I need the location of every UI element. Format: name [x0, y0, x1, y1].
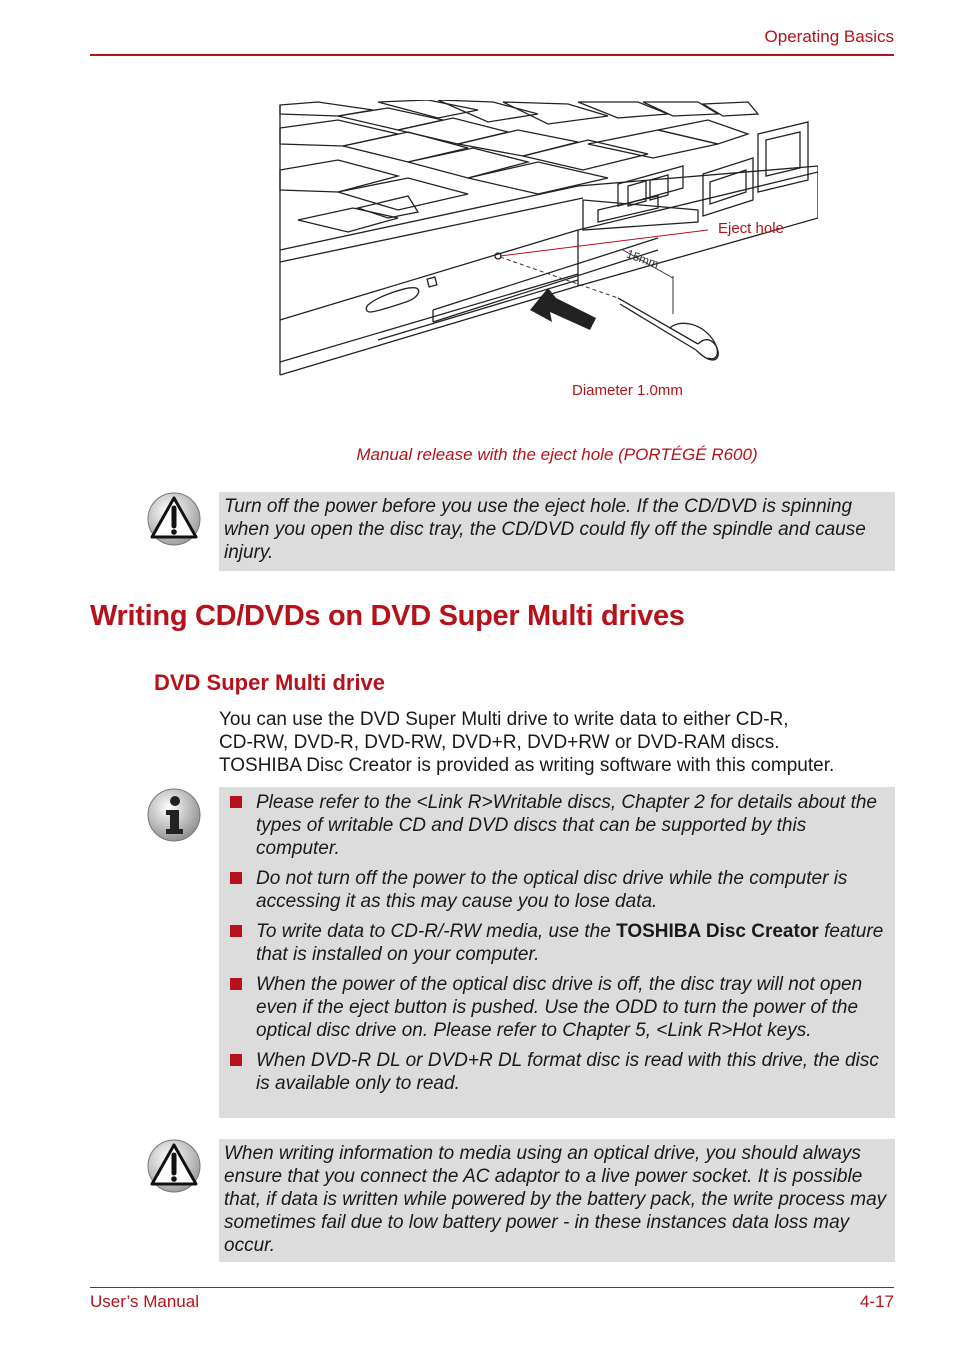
caution-text-1: Turn off the power before you use the eject hole. If the CD/DVD is spinning when you open the disc tray, the CD/DVD could fly off the spindle and cause injury.: [224, 496, 866, 563]
bullet-square: [230, 925, 242, 937]
caution-icon: [147, 1139, 201, 1193]
laptop-illustration: [278, 100, 818, 380]
info-bullet-5: When DVD-R DL or DVD+R DL format disc is read with this drive, the disc is available only to read.: [224, 1049, 887, 1095]
intro-line-3: TOSHIBA Disc Creator is provided as writing software with this computer.: [219, 755, 835, 776]
caution-note-2: [219, 1139, 895, 1262]
dimension-label: 15mm: [624, 246, 661, 272]
intro-line-1: You can use the DVD Super Multi drive to write data to either CD-R,: [219, 709, 789, 730]
info-bullet-2: Do not turn off the power to the optical disc drive while the computer is accessing it as this may cause you to lose data.: [224, 867, 887, 913]
header-rule: [90, 54, 894, 56]
intro-paragraph: [219, 708, 895, 777]
bullet-square: [230, 978, 242, 990]
caution-icon: [147, 492, 201, 546]
running-header: Operating Basics: [764, 27, 894, 46]
info-icon: [147, 788, 201, 842]
intro-line-2: CD-RW, DVD-R, DVD-RW, DVD+R, DVD+RW or DVD-RAM discs.: [219, 732, 780, 753]
footer-manual-title: User’s Manual: [90, 1292, 199, 1311]
info-bullet-4: When the power of the optical disc drive is off, the disc tray will not open even if the eject button is pushed. Use the ODD to turn the power of the optical disc drive on. Please refer to Chapter 5, <Link R>Hot keys.: [224, 973, 887, 1042]
diameter-label: Diameter 1.0mm: [572, 382, 683, 399]
figure-caption: Manual release with the eject hole (PORTÉGÉ R600): [356, 445, 758, 464]
eject-hole-label: Eject hole: [718, 220, 784, 237]
product-name: TOSHIBA Disc Creator: [616, 921, 819, 942]
info-bullet-1: Please refer to the <Link R>Writable discs, Chapter 2 for details about the types of writable CD and DVD discs that can be supported by this computer.: [224, 791, 887, 860]
footer-rule: [90, 1287, 894, 1288]
info-note: [219, 787, 895, 1118]
caution-text-2: When writing information to media using an optical drive, you should always ensure that you connect the AC adaptor to a live power socket. It is possible that, if data is written while powered by the battery pack, the write process may sometimes fail due to low battery power - in these instances data loss may occur.: [224, 1143, 887, 1256]
bullet-square: [230, 872, 242, 884]
info-bullet-3: To write data to CD-R/-RW media, use the TOSHIBA Disc Creator feature that is installed on your computer.: [224, 920, 887, 966]
page-number: 4-17: [859, 1292, 894, 1311]
section-heading: Writing CD/DVDs on DVD Super Multi drives: [90, 600, 685, 632]
subsection-heading: DVD Super Multi drive: [154, 670, 386, 695]
bullet-square: [230, 796, 242, 808]
caution-note-1: [219, 492, 895, 571]
bullet-square: [230, 1054, 242, 1066]
eject-hole-figure: [278, 100, 818, 399]
